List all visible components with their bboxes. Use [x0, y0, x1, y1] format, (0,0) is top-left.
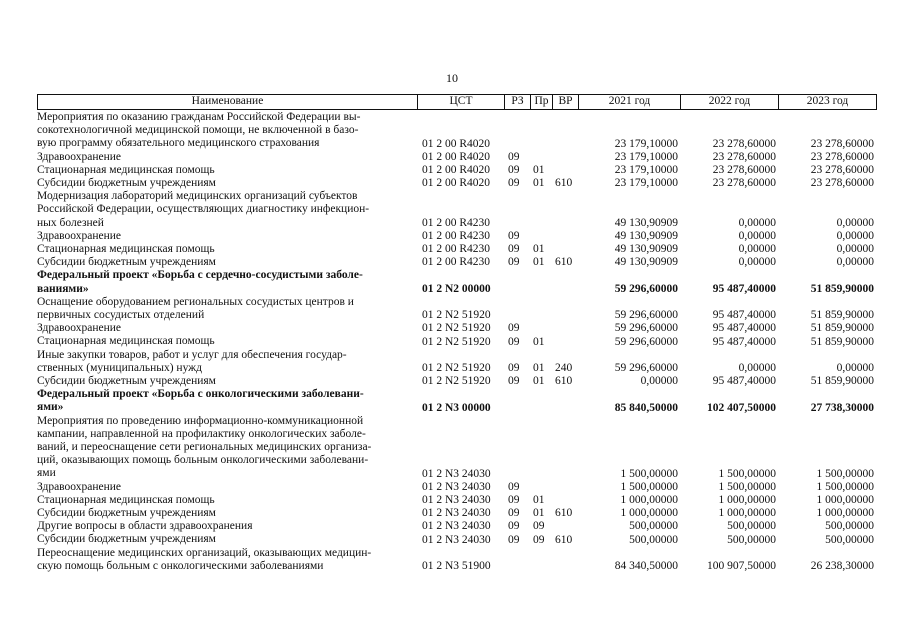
row-name-line: сокотехнологичной медицинской помощи, не включенной в базо- — [37, 124, 359, 137]
row-name-line: ваний, и переоснащение сети региональных медицинских организа- — [37, 440, 372, 453]
cell-y2023: 51 859,90000 — [810, 335, 874, 348]
cell-cst: 01 2 00 R4230 — [422, 256, 491, 269]
cell-y2023: 0,00000 — [836, 256, 874, 269]
cell-y2022: 500,00000 — [727, 520, 776, 533]
cell-y2023: 23 278,60000 — [810, 150, 874, 163]
row-name-line: Другие вопросы в области здравоохранения — [37, 520, 253, 533]
cell-rz: 09 — [508, 375, 520, 388]
row-name-line: Стационарная медицинская помощь — [37, 493, 215, 506]
cell-rz: 09 — [508, 322, 520, 335]
cell-y2021: 49 130,90909 — [614, 229, 678, 242]
cell-y2021: 23 179,10000 — [614, 163, 678, 176]
cell-y2021: 23 179,10000 — [614, 137, 678, 150]
cell-rz: 09 — [508, 177, 520, 190]
cell-y2022: 23 278,60000 — [712, 150, 776, 163]
cell-rz: 09 — [508, 493, 520, 506]
table-row — [0, 269, 904, 295]
row-name-line: Иные закупки товаров, работ и услуг для обеспечения государ- — [37, 348, 347, 361]
cell-y2023: 0,00000 — [836, 216, 874, 229]
cell-y2022: 100 907,50000 — [707, 559, 776, 572]
cell-cst: 01 2 N2 00000 — [422, 282, 491, 295]
row-name-line: скую помощь больным с онкологическими заболеваниями — [37, 559, 324, 572]
cell-cst: 01 2 N3 24030 — [422, 533, 491, 546]
row-name — [37, 230, 417, 243]
cell-y2022: 95 487,40000 — [712, 309, 776, 322]
cell-rz: 09 — [508, 335, 520, 348]
cell-y2021: 1 500,00000 — [620, 467, 678, 480]
table-row — [0, 375, 904, 388]
cell-pr: 01 — [533, 335, 545, 348]
cell-y2021: 49 130,90909 — [614, 216, 678, 229]
cell-y2021: 500,00000 — [629, 520, 678, 533]
row-name-line: ями — [37, 467, 56, 480]
row-name-line: ваниями» — [37, 282, 89, 295]
cell-pr: 09 — [533, 533, 545, 546]
row-name-line: Субсидии бюджетным учреждениям — [37, 507, 216, 519]
cell-y2022: 0,00000 — [738, 229, 776, 242]
cell-y2021: 23 179,10000 — [614, 177, 678, 190]
table-row — [0, 164, 904, 177]
cell-pr: 01 — [533, 493, 545, 506]
cell-y2023: 51 859,90000 — [810, 282, 874, 295]
cell-y2021: 59 296,60000 — [614, 309, 678, 322]
cell-cst: 01 2 00 R4230 — [422, 216, 491, 229]
table-row — [0, 256, 904, 269]
cell-y2022: 23 278,60000 — [712, 137, 776, 150]
row-name-line: Субсидии бюджетным учреждениям — [37, 375, 216, 387]
cell-y2022: 0,00000 — [738, 361, 776, 374]
cell-y2023: 23 278,60000 — [810, 177, 874, 190]
cell-pr: 01 — [533, 177, 545, 190]
row-name — [37, 481, 417, 494]
header-2022: 2022 год — [680, 94, 778, 110]
cell-y2022: 0,00000 — [738, 216, 776, 229]
table-row — [0, 533, 904, 546]
cell-pr: 01 — [533, 361, 545, 374]
row-name — [37, 190, 417, 230]
cell-pr: 01 — [533, 375, 545, 388]
row-name-line: Стационарная медицинская помощь — [37, 335, 215, 348]
table-row — [0, 230, 904, 243]
cell-y2023: 1 000,00000 — [816, 507, 874, 520]
cell-y2023: 51 859,90000 — [810, 322, 874, 335]
cell-pr: 01 — [533, 163, 545, 176]
header-rz: РЗ — [504, 94, 530, 110]
table-row — [0, 547, 904, 573]
cell-y2021: 23 179,10000 — [614, 150, 678, 163]
header-cst: ЦСТ — [417, 94, 504, 110]
row-name-line: Переоснащение медицинских организаций, оказывающих медицин- — [37, 546, 372, 559]
cell-rz: 09 — [508, 361, 520, 374]
cell-cst: 01 2 N3 24030 — [422, 493, 491, 506]
cell-y2022: 23 278,60000 — [712, 177, 776, 190]
cell-pr: 01 — [533, 507, 545, 520]
cell-y2021: 500,00000 — [629, 533, 678, 546]
header-vr: ВР — [552, 94, 578, 110]
cell-cst: 01 2 N3 24030 — [422, 507, 491, 520]
row-name-line: Здравоохранение — [37, 480, 122, 493]
row-name — [37, 111, 417, 151]
row-name-line: ных болезней — [37, 216, 104, 229]
table-row — [0, 481, 904, 494]
cell-cst: 01 2 N3 24030 — [422, 467, 491, 480]
header-name: Наименование — [37, 94, 417, 110]
cell-y2021: 85 840,50000 — [614, 401, 678, 414]
row-name-line: Стационарная медицинская помощь — [37, 163, 215, 176]
cell-y2022: 23 278,60000 — [712, 163, 776, 176]
cell-y2021: 59 296,60000 — [614, 335, 678, 348]
cell-rz: 09 — [508, 480, 520, 493]
row-name-line: Мероприятия по проведению информационно-коммуникационной — [37, 414, 364, 427]
cell-pr: 01 — [533, 256, 545, 269]
cell-y2021: 0,00000 — [640, 375, 678, 388]
cell-y2023: 0,00000 — [836, 229, 874, 242]
cell-y2021: 1 500,00000 — [620, 480, 678, 493]
row-name — [37, 177, 417, 190]
row-name-line: Модернизация лабораторий медицинских организаций субъектов — [37, 190, 358, 203]
table-row — [0, 177, 904, 190]
header-pr: Пр — [530, 94, 552, 110]
row-name — [37, 322, 417, 335]
row-name — [37, 507, 417, 520]
cell-y2023: 51 859,90000 — [810, 375, 874, 388]
row-name-line: Субсидии бюджетным учреждениям — [37, 177, 216, 189]
cell-y2023: 0,00000 — [836, 361, 874, 374]
row-name — [37, 269, 417, 295]
row-name-line: вую программу обязательного медицинского страхования — [37, 137, 320, 150]
cell-vr: 610 — [555, 533, 573, 546]
cell-y2023: 1 000,00000 — [816, 493, 874, 506]
cell-cst: 01 2 00 R4020 — [422, 163, 491, 176]
header-2023: 2023 год — [778, 94, 877, 110]
cell-y2023: 51 859,90000 — [810, 309, 874, 322]
cell-y2021: 59 296,60000 — [614, 322, 678, 335]
cell-rz: 09 — [508, 150, 520, 163]
row-name-line: Федеральный проект «Борьба с сердечно-сосудистыми заболе- — [37, 269, 363, 282]
cell-cst: 01 2 N3 24030 — [422, 520, 491, 533]
cell-y2022: 1 000,00000 — [718, 493, 776, 506]
cell-y2021: 59 296,60000 — [614, 361, 678, 374]
row-name-line: Оснащение оборудованием региональных сосудистых центров и — [37, 295, 354, 308]
row-name-line: Стационарная медицинская помощь — [37, 243, 215, 255]
cell-cst: 01 2 N3 24030 — [422, 480, 491, 493]
cell-y2021: 49 130,90909 — [614, 243, 678, 256]
cell-y2023: 26 238,30000 — [810, 559, 874, 572]
cell-cst: 01 2 N2 51920 — [422, 335, 491, 348]
cell-y2022: 1 500,00000 — [718, 467, 776, 480]
cell-pr: 09 — [533, 520, 545, 533]
cell-cst: 01 2 N2 51920 — [422, 375, 491, 388]
cell-vr: 610 — [555, 177, 573, 190]
row-name — [37, 335, 417, 348]
table-row — [0, 322, 904, 335]
cell-y2022: 0,00000 — [738, 256, 776, 269]
cell-vr: 610 — [555, 507, 573, 520]
table-row — [0, 296, 904, 322]
cell-rz: 09 — [508, 507, 520, 520]
cell-y2023: 500,00000 — [825, 520, 874, 533]
row-name-line: Здравоохранение — [37, 322, 122, 335]
table-row — [0, 243, 904, 256]
cell-rz: 09 — [508, 243, 520, 256]
cell-y2023: 23 278,60000 — [810, 163, 874, 176]
cell-y2021: 84 340,50000 — [614, 559, 678, 572]
cell-y2023: 23 278,60000 — [810, 137, 874, 150]
cell-y2022: 95 487,40000 — [712, 322, 776, 335]
cell-y2021: 59 296,60000 — [614, 282, 678, 295]
cell-cst: 01 2 N3 00000 — [422, 401, 491, 414]
table-row — [0, 415, 904, 481]
cell-y2022: 102 407,50000 — [707, 401, 776, 414]
cell-cst: 01 2 00 R4230 — [422, 229, 491, 242]
row-name — [37, 547, 417, 573]
cell-cst: 01 2 N2 51920 — [422, 361, 491, 374]
cell-y2022: 95 487,40000 — [712, 335, 776, 348]
row-name-line: Российской Федерации, осуществляющих диагностику инфекцион- — [37, 203, 370, 216]
row-name-line: Субсидии бюджетным учреждениям — [37, 256, 216, 269]
row-name-line: ями» — [37, 401, 64, 414]
header-2021: 2021 год — [578, 94, 680, 110]
table-row — [0, 520, 904, 533]
table-row — [0, 388, 904, 414]
cell-y2021: 1 000,00000 — [620, 507, 678, 520]
row-name — [37, 494, 417, 507]
row-name-line: Здравоохранение — [37, 229, 122, 242]
cell-rz: 09 — [508, 256, 520, 269]
cell-y2023: 27 738,30000 — [810, 401, 874, 414]
row-name — [37, 388, 417, 414]
row-name — [37, 151, 417, 164]
row-name — [37, 164, 417, 177]
row-name-line: Федеральный проект «Борьба с онкологическими заболевани- — [37, 388, 364, 401]
cell-rz: 09 — [508, 520, 520, 533]
table-row — [0, 151, 904, 164]
row-name — [37, 256, 417, 269]
cell-vr: 240 — [555, 361, 573, 374]
cell-vr: 610 — [555, 375, 573, 388]
cell-y2022: 95 487,40000 — [712, 282, 776, 295]
row-name-line: Мероприятия по оказанию гражданам Российской Федерации вы- — [37, 111, 361, 123]
row-name-line: Здравоохранение — [37, 150, 122, 163]
cell-rz: 09 — [508, 163, 520, 176]
cell-cst: 01 2 00 R4020 — [422, 137, 491, 150]
cell-y2022: 0,00000 — [738, 243, 776, 256]
cell-y2022: 500,00000 — [727, 533, 776, 546]
cell-rz: 09 — [508, 229, 520, 242]
cell-y2023: 500,00000 — [825, 533, 874, 546]
row-name — [37, 415, 417, 481]
cell-cst: 01 2 N2 51920 — [422, 309, 491, 322]
row-name-line: первичных сосудистых отделений — [37, 308, 205, 321]
table-row — [0, 507, 904, 520]
row-name — [37, 243, 417, 256]
cell-y2023: 1 500,00000 — [816, 467, 874, 480]
cell-y2021: 49 130,90909 — [614, 256, 678, 269]
cell-cst: 01 2 00 R4020 — [422, 150, 491, 163]
cell-y2023: 0,00000 — [836, 243, 874, 256]
table-row — [0, 335, 904, 348]
cell-cst: 01 2 N3 51900 — [422, 559, 491, 572]
cell-rz: 09 — [508, 533, 520, 546]
page-number: 10 — [446, 71, 458, 85]
cell-cst: 01 2 00 R4020 — [422, 177, 491, 190]
cell-pr: 01 — [533, 243, 545, 256]
cell-y2022: 95 487,40000 — [712, 375, 776, 388]
row-name — [37, 296, 417, 322]
cell-y2021: 1 000,00000 — [620, 493, 678, 506]
table-row — [0, 494, 904, 507]
cell-y2023: 1 500,00000 — [816, 480, 874, 493]
cell-cst: 01 2 N2 51920 — [422, 322, 491, 335]
table-row — [0, 349, 904, 375]
row-name — [37, 520, 417, 533]
row-name-line: ций, оказывающих помощь больным онкологическими заболевани- — [37, 454, 369, 467]
row-name-line: ственных (муниципальных) нужд — [37, 361, 202, 374]
cell-y2022: 1 000,00000 — [718, 507, 776, 520]
row-name — [37, 349, 417, 375]
table-row — [0, 111, 904, 151]
cell-y2022: 1 500,00000 — [718, 480, 776, 493]
row-name-line: кампании, направленной на профилактику онкологических заболе- — [37, 427, 366, 440]
row-name — [37, 375, 417, 388]
table-row — [0, 190, 904, 230]
cell-vr: 610 — [555, 256, 573, 269]
row-name — [37, 533, 417, 546]
row-name-line: Субсидии бюджетным учреждениям — [37, 533, 216, 546]
cell-cst: 01 2 00 R4230 — [422, 243, 491, 256]
